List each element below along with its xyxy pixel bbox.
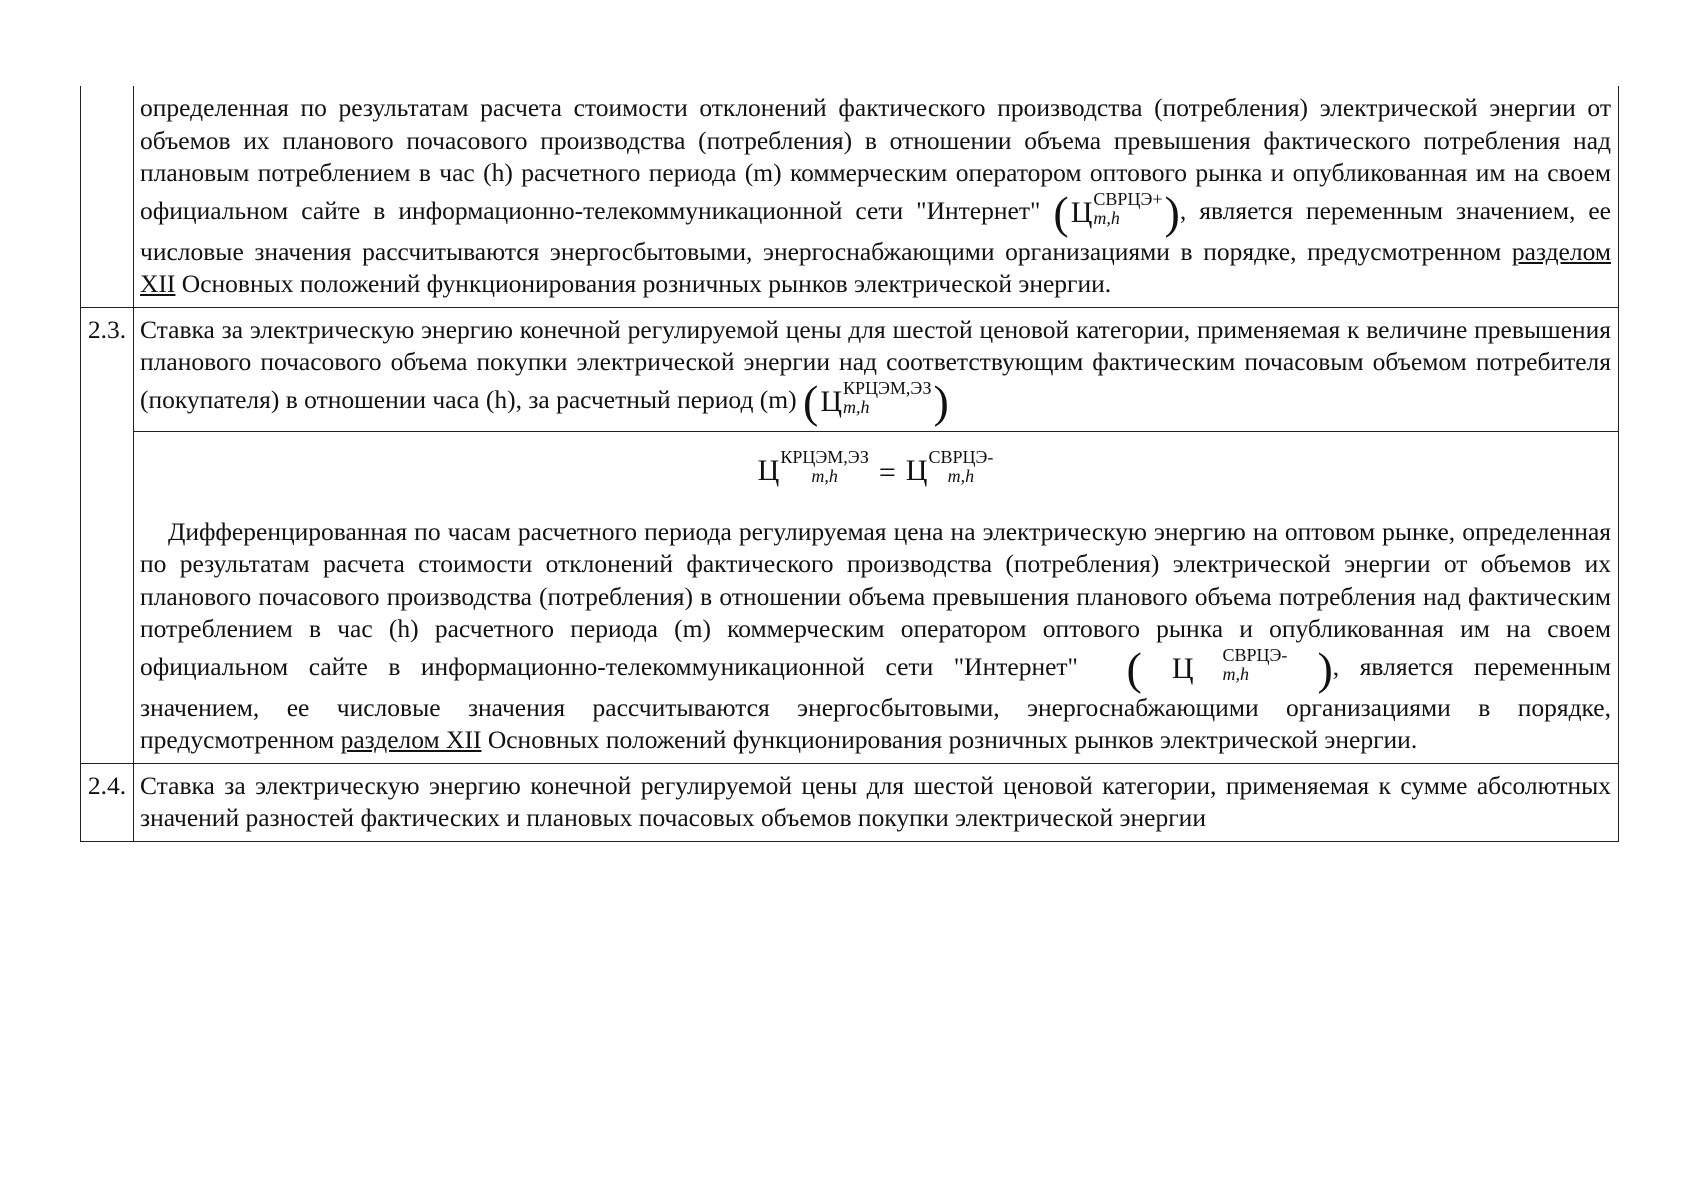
text-fragment: Ставка за электрическую энергию конечной регулируемой цены для шестой ценовой категории, применяемая к величине превышения планового почасового объема покупки электрической энергии над соответствующим фактическим почасовым объемом потребителя (покупателя) в отношении часа (h), за расчетный период (m) xyxy=(140,314,1611,414)
price-symbol-krcem xyxy=(803,375,949,427)
price-symbol-svrce-plus xyxy=(1053,186,1180,238)
text-fragment: , является переменным значением, ее числовые значения рассчитываются энергосбытовыми, энергоснабжающими организациями в порядке, предусмотренном xyxy=(140,651,1611,754)
paragraph xyxy=(140,516,1611,757)
paragraph xyxy=(140,92,1611,301)
formula-rhs xyxy=(906,448,994,494)
row-title xyxy=(134,763,1619,841)
symbol-base: Ц xyxy=(1070,195,1093,229)
symbol-base: Ц xyxy=(1171,651,1194,685)
paren-right: ) xyxy=(1317,642,1333,694)
text-fragment: определенная по результатам расчета стоимости отклонений фактического производства (потребления) электрической энергии от объемов их планового почасового производства (потребления) в отношении объема превышения фактического потребления над плановым потреблением в час (h) расчетного периода (m) коммерческим оператором оптового рынка и опубликованная им на своем официальном сайте в информационно-телекоммуникационной сети "Интернет" xyxy=(140,93,1611,225)
row-text xyxy=(134,86,1619,307)
row-title xyxy=(134,307,1619,431)
tariff-table xyxy=(80,86,1619,842)
paren-left: ( xyxy=(1053,186,1069,238)
symbol-subscript: m,h xyxy=(947,465,975,486)
row-number: 2.4. xyxy=(81,763,134,841)
row-number xyxy=(81,86,134,307)
formula xyxy=(140,438,1611,516)
row-number: 2.3. xyxy=(81,307,134,763)
text-fragment: Основных положений функционирования розничных рынков электрической энергии. xyxy=(481,725,1418,754)
row-text xyxy=(134,431,1619,763)
symbol-superscript: СВРЦЭ- xyxy=(928,446,994,467)
symbol-subscript: m,h xyxy=(1093,207,1120,228)
text-fragment: , является переменным значением, ее числовые значения рассчитываются энергосбытовыми, энергоснабжающими организациями в порядке, предусмотренном xyxy=(140,195,1611,266)
section-link[interactable]: разделом XII xyxy=(140,236,1611,298)
symbol-subscript: m,h xyxy=(1222,663,1250,684)
equals-sign: = xyxy=(878,456,896,490)
paragraph: Ставка за электрическую энергию конечной регулируемой цены для шестой ценовой категории, применяемая к сумме абсолютных значений разностей фактических и плановых почасовых объемов покупки электрической энергии xyxy=(140,770,1611,832)
section-link[interactable]: разделом XII xyxy=(340,725,482,754)
symbol-superscript: КРЦЭМ,ЭЗ xyxy=(843,377,932,398)
symbol-base: Ц xyxy=(820,384,842,418)
symbol-subscript: m,h xyxy=(811,465,838,486)
paren-right: ) xyxy=(933,375,949,427)
text-fragment: Основных положений функционирования розничных рынков электрической энергии. xyxy=(175,269,1112,298)
table-row xyxy=(81,763,1619,841)
table-row xyxy=(81,86,1619,307)
symbol-subscript: m,h xyxy=(843,396,870,417)
symbol-superscript: СВРЦЭ+ xyxy=(1093,188,1163,209)
paren-left: ( xyxy=(1126,642,1142,694)
symbol-superscript: КРЦЭМ,ЭЗ xyxy=(780,446,869,467)
table-row xyxy=(81,431,1619,763)
formula-lhs xyxy=(758,448,869,494)
symbol-superscript: СВРЦЭ- xyxy=(1222,644,1288,665)
paren-right: ) xyxy=(1164,186,1180,238)
text-fragment: Дифференцированная по часам расчетного периода регулируемая цена на электрическую энергию на оптовом рынке, определенная по результатам расчета стоимости отклонений фактического производства (потребления) электрической энергии от объемов их планового почасового производства (потребления) в отношении объема превышения планового объема потребления над фактическим потреблением в час (h) расчетного периода (m) коммерческим оператором оптового рынка и опубликованная им на своем официальном сайте в информационно-телекоммуникационной сети "Интернет" xyxy=(140,516,1611,681)
paren-left: ( xyxy=(803,375,819,427)
table-row xyxy=(81,307,1619,431)
symbol-base: Ц xyxy=(757,453,780,487)
price-symbol-svrce-minus xyxy=(1099,642,1333,694)
paragraph xyxy=(140,314,1611,425)
symbol-base: Ц xyxy=(905,453,928,487)
